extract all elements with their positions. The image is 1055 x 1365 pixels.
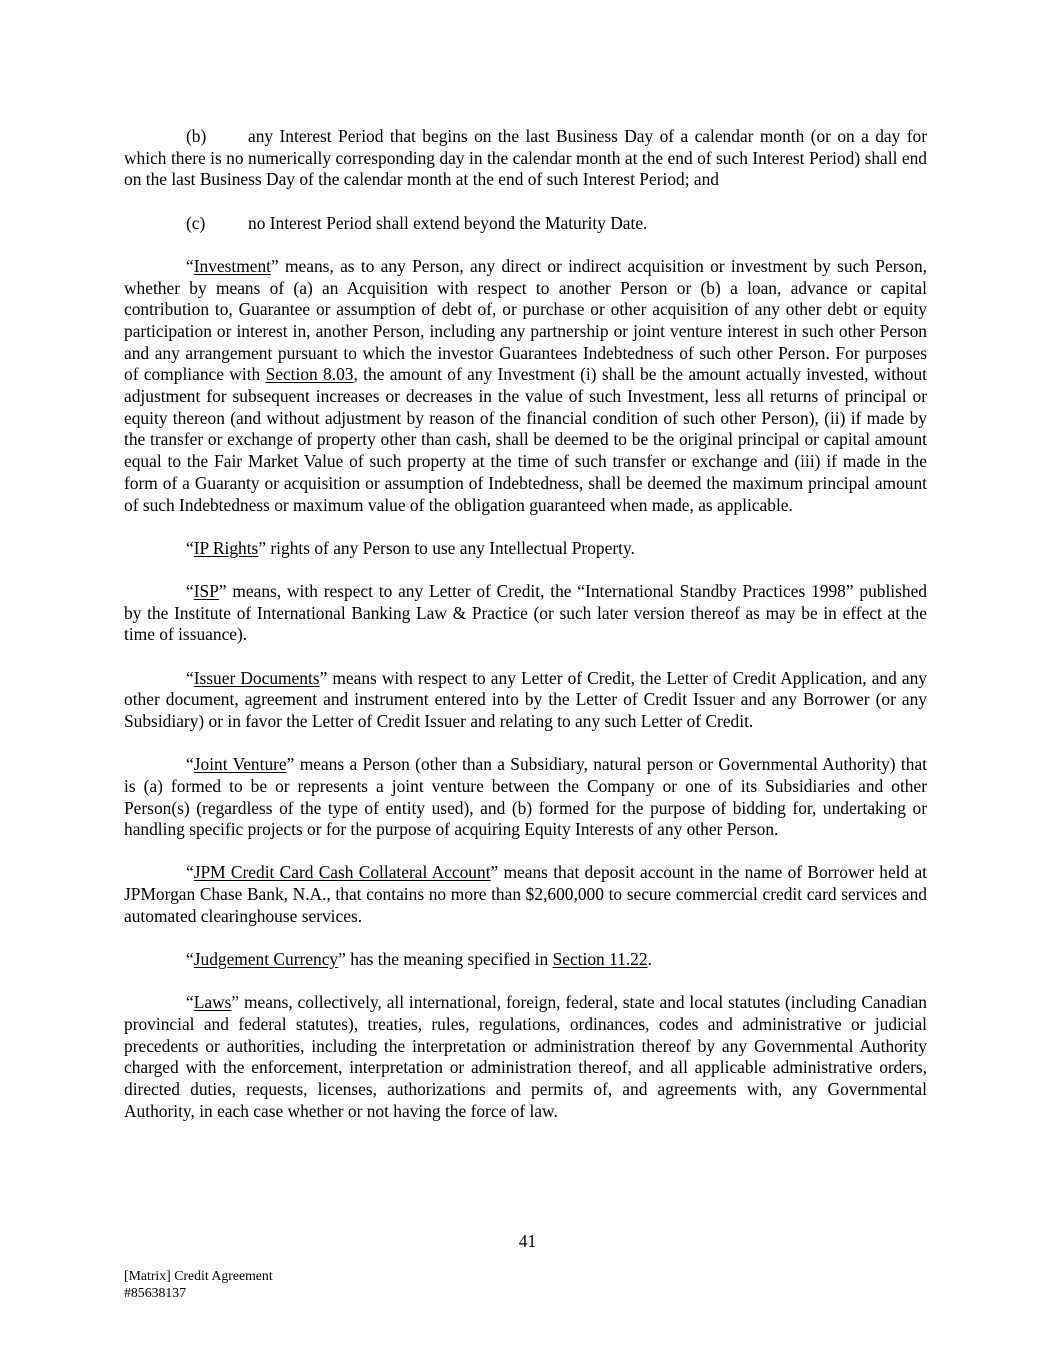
- clause-text: no Interest Period shall extend beyond the Maturity Date.: [248, 212, 648, 233]
- definition-judgement-currency: “Judgement Currency” has the meaning specified in Section 11.22.: [186, 949, 652, 970]
- definition-text: ” means, as to any Person, any direct or indirect acquisition or investment by such Person, whether by means of (a) an Acquisition with respect to another Person or (b) a loan, advance or capital contribution to, Guarantee or assumption of debt of, or purchase or other acquisition of any other debt or equity participation or interest in, another Person, including any partnership or joint venture interest in such other Person and any arrangement pursuant to which the investor Guarantees Indebtedness of such other Person. For purposes of compliance with: [124, 255, 927, 385]
- defined-term: Laws: [193, 992, 232, 1013]
- defined-term: IP Rights: [193, 537, 259, 558]
- definition-ip-rights: “IP Rights” rights of any Person to use any Intellectual Property.: [186, 537, 635, 558]
- definition-laws: “Laws” means, collectively, all international, foreign, federal, state and local statutes (including Canadian provincial and federal statutes), treaties, rules, regulations, ordinances, codes and administrative or judicial precedents or authorities, including the interpretation or administration thereof by any Governmental Authority charged with the enforcement, interpretation or administration thereof, and all applicable administrative orders, directed duties, requests, licenses, authorizations and permits of, and agreements with, any Governmental Authority, in each case whether or not having the force of law.: [124, 992, 927, 1121]
- clause-label: (c): [186, 212, 206, 233]
- defined-term: Judgement Currency: [193, 949, 339, 970]
- section-reference: Section 8.03: [265, 364, 354, 385]
- definition-text: ” means, collectively, all international, foreign, federal, state and local statutes (including Canadian provincial and federal statutes), treaties, rules, regulations, ordinances, codes and administrative or judicial precedents or authorities, including the interpretation or administration thereof by any Governmental Authority charged with the enforcement, interpretation or administration thereof, and all applicable administrative orders, directed duties, requests, licenses, authorizations and permits of, and agreements with, any Governmental Authority, in each case whether or not having the force of law.: [124, 992, 927, 1121]
- defined-term: JPM Credit Card Cash Collateral Account: [193, 862, 491, 883]
- clause-b: [124, 126, 927, 191]
- definition-issuer-documents: “Issuer Documents” means with respect to any Letter of Credit, the Letter of Credit Application, and any other document, agreement and instrument entered into by the Letter of Credit Issuer and any Borrower (or any Subsidiary) or in favor the Letter of Credit Issuer and relating to any such Letter of Credit.: [124, 667, 927, 731]
- definition-jpm-account: “JPM Credit Card Cash Collateral Account” means that deposit account in the name of Borrower held at JPMorgan Chase Bank, N.A., that contains no more than $2,600,000 to secure commercial credit card services and automated clearinghouse services.: [124, 862, 927, 926]
- document-body: [124, 126, 927, 1144]
- definition-text: ” means, with respect to any Letter of Credit, the “International Standby Practices 1998” published by the Institute of International Banking Law & Practice (or such later version thereof as may be in effect at the time of issuance).: [124, 580, 927, 645]
- defined-term: Joint Venture: [193, 754, 287, 775]
- definition-investment: “Investment” means, as to any Person, any direct or indirect acquisition or investment by such Person, whether by means of (a) an Acquisition with respect to another Person or (b) a loan, advance or capital contribution to, Guarantee or assumption of debt of, or purchase or other acquisition of any other debt or equity participation or interest in, another Person, including any partnership or joint venture interest in such other Person and any arrangement pursuant to which the investor Guarantees Indebtedness of such other Person. For purposes of compliance with Section 8.03, the amount of any Investment (i) shall be the amount actually invested, without adjustment for subsequent increases or decreases in the value of such Investment, less all returns of principal or equity thereon (and without adjustment by reason of the financial condition of such other Person), (ii) if made by the transfer or exchange of property other than cash, shall be deemed to be the original principal or capital amount equal to the Fair Market Value of such property at the time of such transfer or exchange and (iii) if made in the form of a Guaranty or acquisition or assumption of Indebtedness, shall be deemed the maximum principal amount of such Indebtedness or maximum value of the obligation guaranteed when made, as applicable.: [124, 255, 927, 515]
- definition-text: ” has the meaning specified in: [338, 949, 553, 970]
- definition-text: .: [647, 949, 652, 970]
- definition-joint-venture: “Joint Venture” means a Person (other than a Subsidiary, natural person or Governmental Authority) that is (a) formed to be or represents a joint venture between the Company or one of its Subsidiaries and other Person(s) (regardless of the type of entity used), and (b) formed for the purpose of bidding for, undertaking or handling specific projects or for the purpose of acquiring Equity Interests of any other Person.: [124, 754, 928, 840]
- definition-text: , the amount of any Investment (i) shall be the amount actually invested, without adjustment for subsequent increases or decreases in the value of such Investment, less all returns of principal or equity thereon (and without adjustment by reason of the financial condition of such other Person), (ii) if made by the transfer or exchange of property other than cash, shall be deemed to be the original principal or capital amount equal to the Fair Market Value of such property at the time of such transfer or exchange and (iii) if made in the form of a Guaranty or acquisition or assumption of Indebtedness, shall be deemed the maximum principal amount of such Indebtedness or maximum value of the obligation guaranteed when made, as applicable.: [124, 364, 927, 515]
- clause-text: any Interest Period that begins on the last Business Day of a calendar month (or on a day for which there is no numerically corresponding day in the calendar month at the end of such Interest Period) shall end on the last Business Day of the calendar month at the end of such Interest Period; and: [124, 126, 927, 190]
- page-number: 41: [518, 1231, 537, 1251]
- defined-term: Investment: [193, 255, 272, 276]
- defined-term: ISP: [193, 580, 219, 601]
- definition-text: ” rights of any Person to use any Intellectual Property.: [258, 537, 635, 558]
- definition-text: ” means with respect to any Letter of Credit, the Letter of Credit Application, and any other document, agreement and instrument entered into by the Letter of Credit Issuer and any Borrower (or any Subsidiary) or in favor the Letter of Credit Issuer and relating to any such Letter of Credit.: [124, 667, 927, 731]
- definition-text: ” means a Person (other than a Subsidiary, natural person or Governmental Authority) that is (a) formed to be or represents a joint venture between the Company or one of its Subsidiaries and other Person(s) (regardless of the type of entity used), and (b) formed for the purpose of bidding for, undertaking or handling specific projects or for the purpose of acquiring Equity Interests of any other Person.: [124, 754, 928, 840]
- footer-doc-id: #85638137: [124, 1284, 187, 1300]
- defined-term: Issuer Documents: [193, 667, 320, 688]
- footer-title: [Matrix] Credit Agreement: [124, 1268, 273, 1283]
- clause-label: (b): [186, 126, 207, 146]
- document-footer: [124, 1268, 273, 1301]
- definition-isp: “ISP” means, with respect to any Letter of Credit, the “International Standby Practices 1998” published by the Institute of International Banking Law & Practice (or such later version thereof as may be in effect at the time of issuance).: [124, 580, 927, 645]
- clause-c: [124, 213, 927, 235]
- definition-text: ” means that deposit account in the name of Borrower held at JPMorgan Chase Bank, N.A., that contains no more than $2,600,000 to secure commercial credit card services and automated clearinghouse services.: [124, 862, 927, 926]
- section-reference: Section 11.22: [552, 949, 648, 970]
